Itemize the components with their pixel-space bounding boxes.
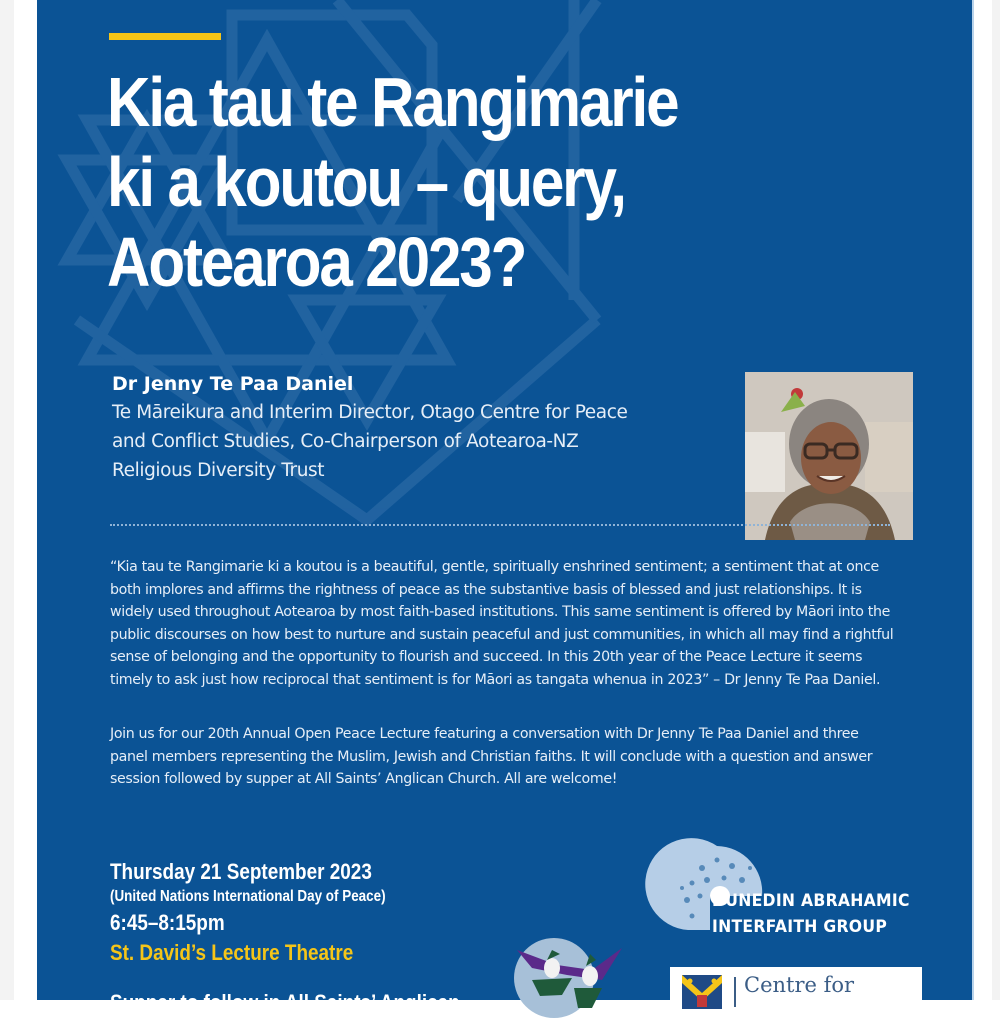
portrait-illustration-icon — [745, 372, 913, 540]
poster-title — [107, 62, 761, 302]
dotted-divider — [110, 524, 890, 526]
event-details — [110, 858, 517, 1018]
kereru-birds-icon — [512, 920, 622, 1010]
daig-logo-text — [712, 888, 910, 940]
title-line: Aotearoa 2023? — [107, 223, 526, 301]
poster — [37, 0, 972, 1015]
title-line: Kia tau te Rangimarie — [107, 63, 678, 141]
speaker-role-line: Religious Diversity Trust — [112, 460, 325, 481]
speaker-name: Dr Jenny Te Paa Daniel — [112, 373, 354, 395]
title-line: ki a koutou – query, — [107, 143, 625, 221]
event-time: 6:45–8:15pm — [110, 910, 225, 935]
speaker-quote: “Kia tau te Rangimarie ki a koutou is a beautiful, gentle, spiritually enshrined sentiment; a sentiment that at once both implores and affirms the rightness of peace as the substantive basis of blessed and just relationships. It is widely used throughout Aotearoa by most faith-based institutions. This same sentiment is offered by Māori into the public discourses on how best to nurture and sustain peaceful and just communities, in which all may find a rightful sense of belonging and the opportunity to flourish and succeed. In this 20th year of the Peace Lecture it seems timely to ask just how reciprocal that sentiment is for Māori as tangata whenua in 2023” – Dr Jenny Te Paa Daniel. — [110, 559, 894, 688]
accent-bar — [109, 33, 221, 40]
page-margin-right — [992, 0, 1000, 1000]
speaker-photo — [745, 372, 913, 540]
dunedin-abrahamic-interfaith-group-logo — [662, 838, 922, 938]
otago-centre-logo — [670, 967, 922, 1007]
event-intro: Join us for our 20th Annual Open Peace Lecture featuring a conversation with Dr Jenny Te Paa Daniel and three panel members representing the Muslim, Jewish and Christian faiths. It will conclude with a question and answer session followed by supper at All Saints’ Anglican Church. All are welcome! — [110, 726, 873, 788]
centre-logo-text: Centre for — [744, 973, 855, 997]
logo-divider — [734, 977, 736, 1007]
event-date: Thursday 21 September 2023 — [110, 859, 372, 884]
speaker-role-line: and Conflict Studies, Co-Chairperson of Aotearoa-NZ — [112, 431, 579, 452]
event-supper: Supper to follow in All Saints’ Anglican — [110, 990, 460, 1015]
daig-line-2: INTERFAITH GROUP — [712, 917, 888, 937]
peace-birds-logo — [512, 920, 622, 1010]
poster-edge — [972, 0, 974, 1000]
event-venue: St. David’s Lecture Theatre — [110, 940, 354, 965]
university-crest-icon — [682, 975, 722, 1009]
speaker-role-line: Te Māreikura and Interim Director, Otago Centre for Peace — [112, 402, 628, 423]
speaker-info — [112, 370, 692, 485]
page-margin-left — [0, 0, 14, 1000]
event-note: (United Nations International Day of Peace) — [110, 888, 386, 905]
daig-line-1: DUNEDIN ABRAHAMIC — [712, 891, 910, 911]
